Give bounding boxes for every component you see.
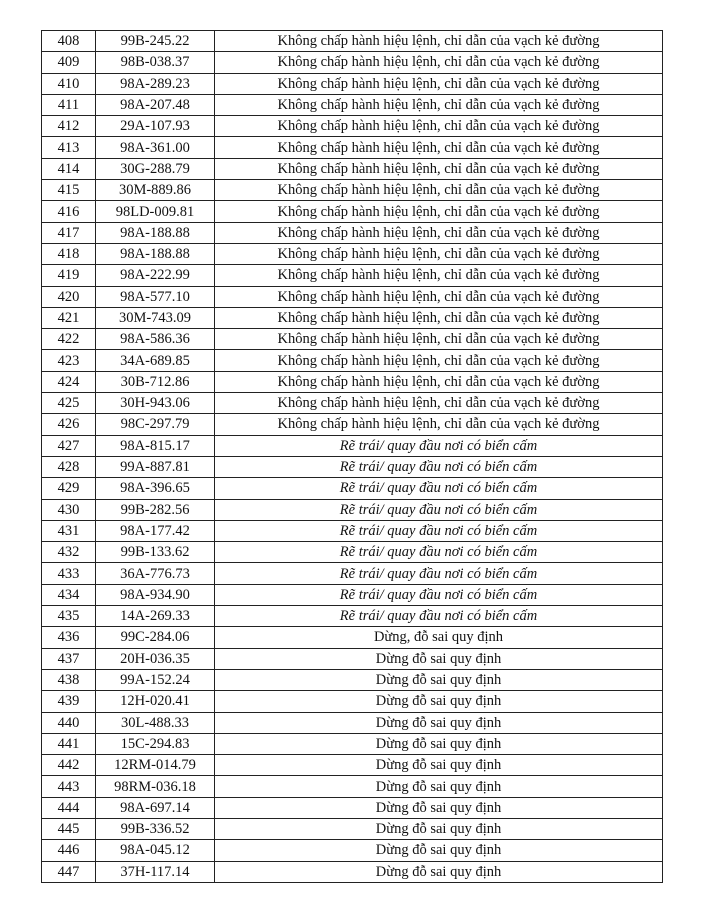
- license-plate-cell: 99B-133.62: [96, 542, 215, 563]
- row-number-cell: 429: [42, 478, 96, 499]
- row-number-cell: 416: [42, 201, 96, 222]
- license-plate-cell: 98RM-036.18: [96, 776, 215, 797]
- table-row: [42, 329, 663, 350]
- license-plate-cell: 98A-361.00: [96, 137, 215, 158]
- license-plate-cell: 99B-245.22: [96, 31, 215, 52]
- license-plate-cell: 29A-107.93: [96, 116, 215, 137]
- table-row: [42, 478, 663, 499]
- violation-cell: Dừng đỗ sai quy định: [215, 818, 663, 839]
- license-plate-cell: 98B-038.37: [96, 52, 215, 73]
- violation-cell: Rẽ trái/ quay đầu nơi có biển cấm: [215, 563, 663, 584]
- table-row: [42, 691, 663, 712]
- row-number-cell: 423: [42, 350, 96, 371]
- license-plate-cell: 98A-177.42: [96, 520, 215, 541]
- violation-cell: Không chấp hành hiệu lệnh, chỉ dẫn của vạch kẻ đường: [215, 52, 663, 73]
- row-number-cell: 438: [42, 669, 96, 690]
- table-row: [42, 350, 663, 371]
- violation-cell: Rẽ trái/ quay đầu nơi có biển cấm: [215, 478, 663, 499]
- violation-cell: Dừng đỗ sai quy định: [215, 755, 663, 776]
- license-plate-cell: 98A-577.10: [96, 286, 215, 307]
- row-number-cell: 444: [42, 797, 96, 818]
- table-row: [42, 755, 663, 776]
- row-number-cell: 413: [42, 137, 96, 158]
- row-number-cell: 442: [42, 755, 96, 776]
- license-plate-cell: 98A-934.90: [96, 584, 215, 605]
- violation-cell: Dừng, đỗ sai quy định: [215, 627, 663, 648]
- violation-cell: Rẽ trái/ quay đầu nơi có biển cấm: [215, 499, 663, 520]
- violation-cell: Rẽ trái/ quay đầu nơi có biển cấm: [215, 520, 663, 541]
- license-plate-cell: 98A-697.14: [96, 797, 215, 818]
- table-row: [42, 776, 663, 797]
- license-plate-cell: 98A-396.65: [96, 478, 215, 499]
- table-row: [42, 243, 663, 264]
- license-plate-cell: 98A-815.17: [96, 435, 215, 456]
- row-number-cell: 426: [42, 414, 96, 435]
- row-number-cell: 445: [42, 818, 96, 839]
- violation-cell: Không chấp hành hiệu lệnh, chỉ dẫn của vạch kẻ đường: [215, 286, 663, 307]
- license-plate-cell: 20H-036.35: [96, 648, 215, 669]
- row-number-cell: 431: [42, 520, 96, 541]
- violations-table-body: [42, 31, 663, 883]
- violation-cell: Rẽ trái/ quay đầu nơi có biển cấm: [215, 606, 663, 627]
- row-number-cell: 411: [42, 94, 96, 115]
- row-number-cell: 417: [42, 222, 96, 243]
- row-number-cell: 443: [42, 776, 96, 797]
- row-number-cell: 433: [42, 563, 96, 584]
- violation-cell: Dừng đỗ sai quy định: [215, 691, 663, 712]
- row-number-cell: 440: [42, 712, 96, 733]
- license-plate-cell: 98LD-009.81: [96, 201, 215, 222]
- row-number-cell: 419: [42, 265, 96, 286]
- table-row: [42, 73, 663, 94]
- license-plate-cell: 98A-188.88: [96, 222, 215, 243]
- license-plate-cell: 98A-586.36: [96, 329, 215, 350]
- table-row: [42, 797, 663, 818]
- table-row: [42, 563, 663, 584]
- row-number-cell: 447: [42, 861, 96, 882]
- row-number-cell: 439: [42, 691, 96, 712]
- row-number-cell: 441: [42, 733, 96, 754]
- violation-cell: Dừng đỗ sai quy định: [215, 648, 663, 669]
- license-plate-cell: 99C-284.06: [96, 627, 215, 648]
- violation-cell: Không chấp hành hiệu lệnh, chỉ dẫn của vạch kẻ đường: [215, 180, 663, 201]
- violation-cell: Dừng đỗ sai quy định: [215, 733, 663, 754]
- table-row: [42, 201, 663, 222]
- violation-cell: Không chấp hành hiệu lệnh, chỉ dẫn của vạch kẻ đường: [215, 265, 663, 286]
- violation-cell: Không chấp hành hiệu lệnh, chỉ dẫn của vạch kẻ đường: [215, 116, 663, 137]
- row-number-cell: 415: [42, 180, 96, 201]
- violation-cell: Rẽ trái/ quay đầu nơi có biển cấm: [215, 584, 663, 605]
- violation-cell: Rẽ trái/ quay đầu nơi có biển cấm: [215, 542, 663, 563]
- license-plate-cell: 98A-207.48: [96, 94, 215, 115]
- row-number-cell: 420: [42, 286, 96, 307]
- table-row: [42, 158, 663, 179]
- violation-cell: Dừng đỗ sai quy định: [215, 712, 663, 733]
- table-row: [42, 733, 663, 754]
- table-row: [42, 542, 663, 563]
- license-plate-cell: 98A-188.88: [96, 243, 215, 264]
- row-number-cell: 446: [42, 840, 96, 861]
- license-plate-cell: 36A-776.73: [96, 563, 215, 584]
- table-row: [42, 840, 663, 861]
- violation-cell: Không chấp hành hiệu lệnh, chỉ dẫn của vạch kẻ đường: [215, 414, 663, 435]
- table-row: [42, 456, 663, 477]
- table-row: [42, 393, 663, 414]
- table-row: [42, 31, 663, 52]
- table-row: [42, 712, 663, 733]
- row-number-cell: 437: [42, 648, 96, 669]
- license-plate-cell: 15C-294.83: [96, 733, 215, 754]
- table-row: [42, 265, 663, 286]
- violation-cell: Không chấp hành hiệu lệnh, chỉ dẫn của vạch kẻ đường: [215, 393, 663, 414]
- violation-cell: Dừng đỗ sai quy định: [215, 797, 663, 818]
- license-plate-cell: 98C-297.79: [96, 414, 215, 435]
- violation-cell: Không chấp hành hiệu lệnh, chỉ dẫn của vạch kẻ đường: [215, 201, 663, 222]
- table-row: [42, 648, 663, 669]
- license-plate-cell: 37H-117.14: [96, 861, 215, 882]
- table-row: [42, 137, 663, 158]
- row-number-cell: 414: [42, 158, 96, 179]
- row-number-cell: 418: [42, 243, 96, 264]
- license-plate-cell: 30M-889.86: [96, 180, 215, 201]
- license-plate-cell: 30B-712.86: [96, 371, 215, 392]
- license-plate-cell: 30H-943.06: [96, 393, 215, 414]
- row-number-cell: 422: [42, 329, 96, 350]
- row-number-cell: 428: [42, 456, 96, 477]
- license-plate-cell: 14A-269.33: [96, 606, 215, 627]
- row-number-cell: 421: [42, 307, 96, 328]
- license-plate-cell: 12H-020.41: [96, 691, 215, 712]
- table-row: [42, 116, 663, 137]
- row-number-cell: 436: [42, 627, 96, 648]
- license-plate-cell: 98A-222.99: [96, 265, 215, 286]
- table-row: [42, 180, 663, 201]
- license-plate-cell: 34A-689.85: [96, 350, 215, 371]
- license-plate-cell: 30G-288.79: [96, 158, 215, 179]
- violation-cell: Dừng đỗ sai quy định: [215, 776, 663, 797]
- license-plate-cell: 99B-336.52: [96, 818, 215, 839]
- violation-cell: Không chấp hành hiệu lệnh, chỉ dẫn của vạch kẻ đường: [215, 137, 663, 158]
- table-row: [42, 861, 663, 882]
- table-row: [42, 307, 663, 328]
- license-plate-cell: 99B-282.56: [96, 499, 215, 520]
- violation-cell: Không chấp hành hiệu lệnh, chỉ dẫn của vạch kẻ đường: [215, 158, 663, 179]
- license-plate-cell: 30M-743.09: [96, 307, 215, 328]
- violation-cell: Rẽ trái/ quay đầu nơi có biển cấm: [215, 456, 663, 477]
- row-number-cell: 409: [42, 52, 96, 73]
- table-row: [42, 606, 663, 627]
- row-number-cell: 432: [42, 542, 96, 563]
- license-plate-cell: 98A-289.23: [96, 73, 215, 94]
- row-number-cell: 408: [42, 31, 96, 52]
- violation-cell: Rẽ trái/ quay đầu nơi có biển cấm: [215, 435, 663, 456]
- license-plate-cell: 99A-887.81: [96, 456, 215, 477]
- violation-cell: Không chấp hành hiệu lệnh, chỉ dẫn của vạch kẻ đường: [215, 329, 663, 350]
- violation-cell: Không chấp hành hiệu lệnh, chỉ dẫn của vạch kẻ đường: [215, 31, 663, 52]
- violation-cell: Không chấp hành hiệu lệnh, chỉ dẫn của vạch kẻ đường: [215, 371, 663, 392]
- row-number-cell: 425: [42, 393, 96, 414]
- table-row: [42, 222, 663, 243]
- table-row: [42, 627, 663, 648]
- table-row: [42, 584, 663, 605]
- table-row: [42, 669, 663, 690]
- license-plate-cell: 98A-045.12: [96, 840, 215, 861]
- violation-cell: Không chấp hành hiệu lệnh, chỉ dẫn của vạch kẻ đường: [215, 307, 663, 328]
- violation-cell: Dừng đỗ sai quy định: [215, 840, 663, 861]
- violations-table: [41, 30, 663, 883]
- license-plate-cell: 99A-152.24: [96, 669, 215, 690]
- row-number-cell: 412: [42, 116, 96, 137]
- table-row: [42, 52, 663, 73]
- row-number-cell: 410: [42, 73, 96, 94]
- violation-cell: Không chấp hành hiệu lệnh, chỉ dẫn của vạch kẻ đường: [215, 243, 663, 264]
- table-row: [42, 286, 663, 307]
- violation-cell: Không chấp hành hiệu lệnh, chỉ dẫn của vạch kẻ đường: [215, 73, 663, 94]
- table-row: [42, 499, 663, 520]
- row-number-cell: 430: [42, 499, 96, 520]
- table-row: [42, 414, 663, 435]
- table-row: [42, 818, 663, 839]
- row-number-cell: 427: [42, 435, 96, 456]
- row-number-cell: 434: [42, 584, 96, 605]
- row-number-cell: 424: [42, 371, 96, 392]
- license-plate-cell: 30L-488.33: [96, 712, 215, 733]
- table-row: [42, 520, 663, 541]
- violation-cell: Không chấp hành hiệu lệnh, chỉ dẫn của vạch kẻ đường: [215, 94, 663, 115]
- table-row: [42, 435, 663, 456]
- violation-cell: Không chấp hành hiệu lệnh, chỉ dẫn của vạch kẻ đường: [215, 350, 663, 371]
- license-plate-cell: 12RM-014.79: [96, 755, 215, 776]
- table-row: [42, 94, 663, 115]
- violation-cell: Dừng đỗ sai quy định: [215, 669, 663, 690]
- row-number-cell: 435: [42, 606, 96, 627]
- table-row: [42, 371, 663, 392]
- violation-cell: Dừng đỗ sai quy định: [215, 861, 663, 882]
- violation-cell: Không chấp hành hiệu lệnh, chỉ dẫn của vạch kẻ đường: [215, 222, 663, 243]
